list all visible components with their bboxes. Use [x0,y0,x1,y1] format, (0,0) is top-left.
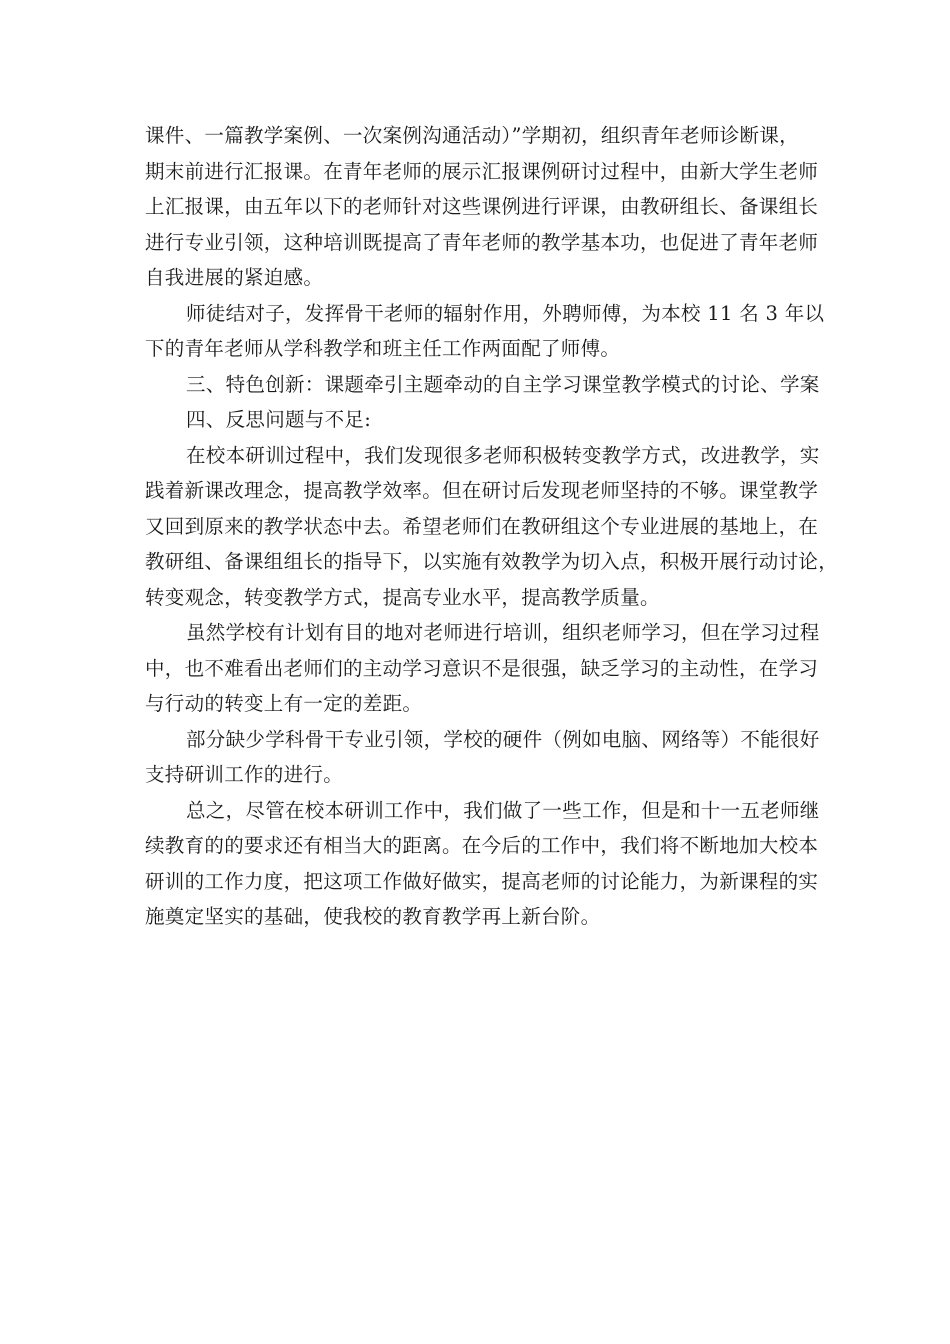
text-line: 下的青年老师从学科教学和班主任工作两面配了师傅。 [145,337,621,360]
text-line: 在校本研训过程中，我们发现很多老师积极转变教学方式，改进教学，实 [186,443,820,467]
text-line: 与行动的转变上有一定的差距。 [145,692,423,715]
text-line: 施奠定坚实的基础，使我校的教育教学再上新台阶。 [145,905,601,928]
text-line: 研训的工作力度，把这项工作做好做实，提高老师的讨论能力，为新课程的实 [145,869,819,893]
text-line: 三、特色创新：课题牵引主题牵动的自主学习课堂教学模式的讨论、学案 [186,372,820,396]
text-line: 四、反思问题与不足: [186,408,372,431]
text-line: 总之，尽管在校本研训工作中，我们做了一些工作，但是和十一五老师继 [186,798,820,822]
text-line: 进行专业引领，这种培训既提高了青年老师的教学基本功，也促进了青年老师 [145,230,819,254]
document-body [145,118,839,935]
text-line: 支持研训工作的进行。 [145,763,344,786]
text-line: 部分缺少学科骨干专业引领，学校的硬件（例如电脑、网络等）不能很好 [186,727,820,751]
text-line: 课件、一篇教学案例、一次案例沟通活动）”学期初，组织青年老师诊断课， [145,124,799,147]
text-line: 期末前进行汇报课。在青年老师的展示汇报课例研讨过程中，由新大学生老师 [145,159,819,183]
text-line: 自我进展的紧迫感。 [145,266,324,289]
text-line: 上汇报课，由五年以下的老师针对这些课例进行评课，由教研组长、备课组长 [145,195,819,218]
text-line: 师徒结对子，发挥骨干老师的辐射作用，外聘师傅，为本校 11 名 3 年以 [186,301,825,325]
text-line: 教研组、备课组组长的指导下，以实施有效教学为切入点，积极开展行动讨论， [145,550,839,573]
text-line: 虽然学校有计划有目的地对老师进行培训，组织老师学习，但在学习过程 [186,621,820,644]
text-line: 又回到原来的教学状态中去。希望老师们在教研组这个专业进展的基地上，在 [145,514,819,538]
text-line: 践着新课改理念，提高教学效率。但在研讨后发现老师坚持的不够。课堂教学 [145,479,819,502]
text-line: 中，也不难看出老师们的主动学习意识不是很强，缺乏学习的主动性，在学习 [145,656,819,680]
text-line: 续教育的的要求还有相当大的距离。在今后的工作中，我们将不断地加大校本 [145,834,819,857]
text-line: 转变观念，转变教学方式，提高专业水平，提高教学质量。 [145,585,660,609]
